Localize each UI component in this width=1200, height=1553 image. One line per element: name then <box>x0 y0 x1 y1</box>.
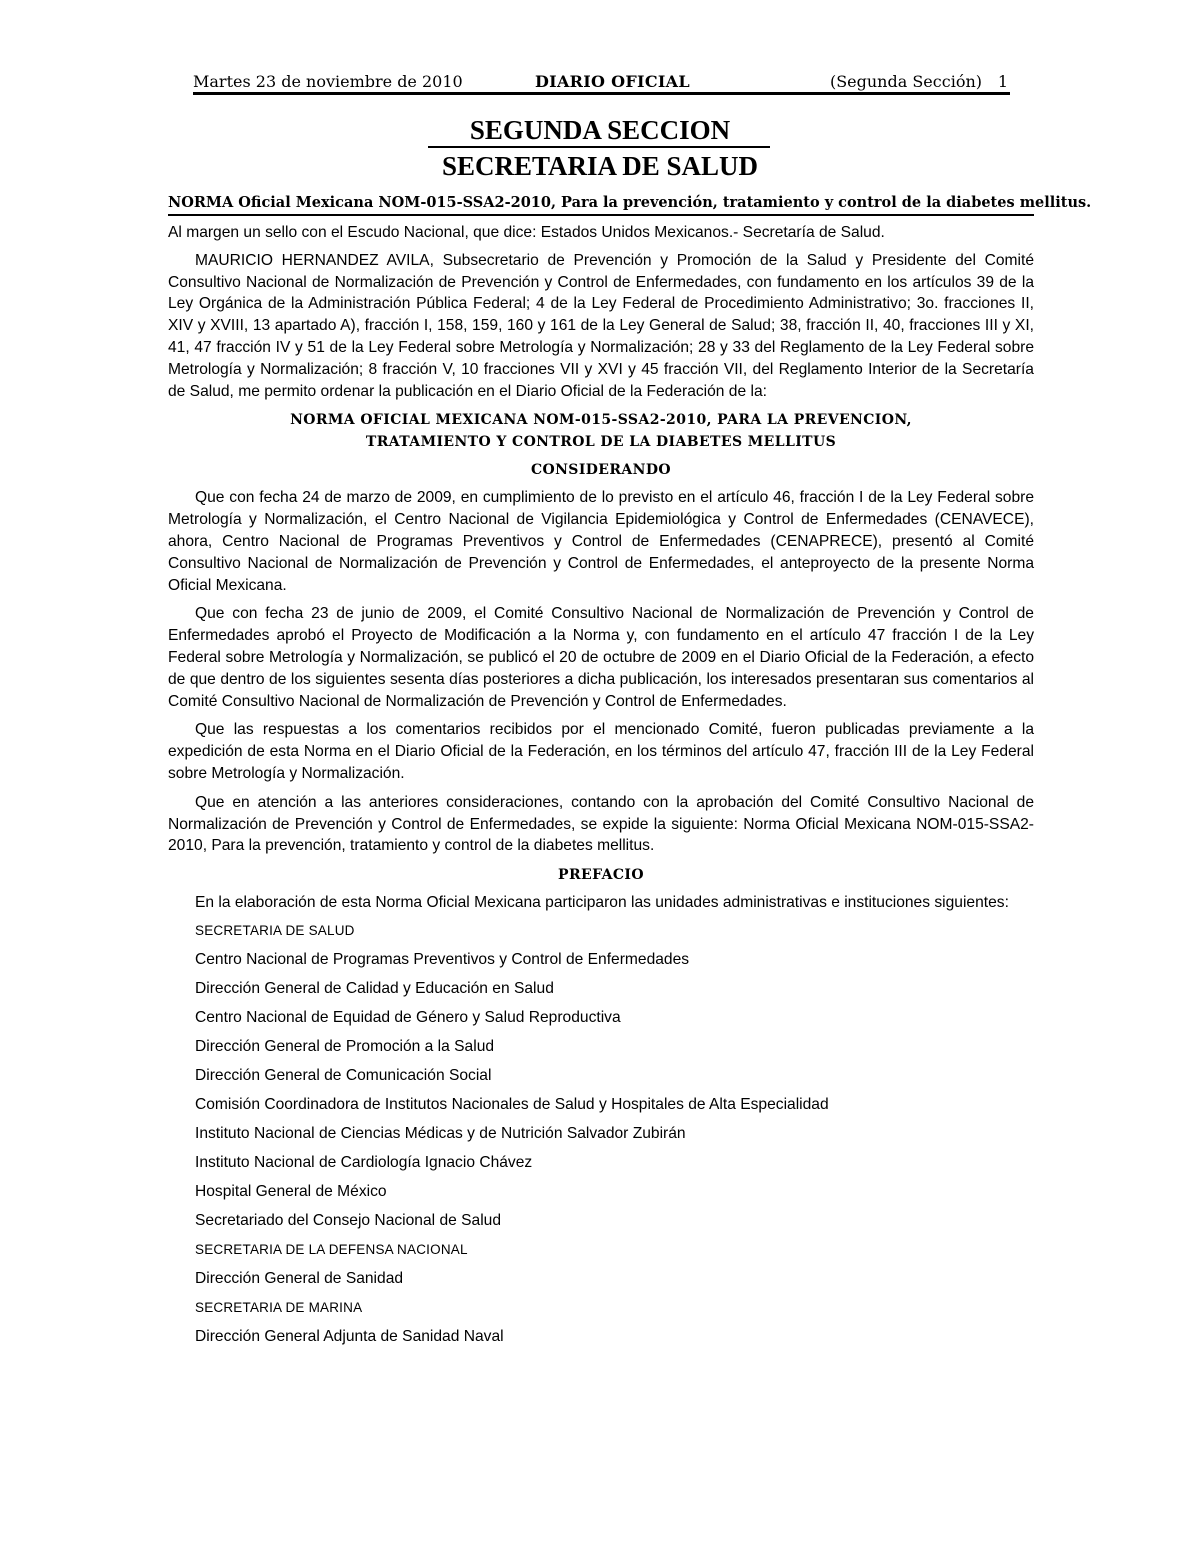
prefacio-intro: En la elaboración de esta Norma Oficial Mexicana participaron las unidades administrativas e instituciones siguientes: <box>195 894 1009 912</box>
considerando-paragraph: Que las respuestas a los comentarios recibidos por el mencionado Comité, fueron publicadas previamente a la expedición de esta Norma en el Diario Oficial de la Federación, en los términos del artículo 47, fracción III de la Ley Federal sobre Metrología y Normalización. <box>168 721 1034 782</box>
considerando-paragraph: Que en atención a las anteriores consideraciones, contando con la aprobación del Comité Consultivo Nacional de Normalización de Prevención y Control de Enfermedades, se expide la siguiente: Norma Oficial Mexicana NOM-015-SSA2-2010, Para la prevención, tratamiento y control de la diabetes mellitus. <box>168 793 1034 855</box>
list-item: Dirección General Adjunta de Sanidad Naval <box>195 1327 504 1345</box>
considerando-heading: CONSIDERANDO <box>530 462 672 479</box>
section-title: SEGUNDA SECCION <box>469 115 731 145</box>
list-item-agency: SECRETARIA DE LA DEFENSA NACIONAL <box>195 1241 468 1257</box>
list-item: Secretariado del Consejo Nacional de Salud <box>195 1211 502 1229</box>
considerando-paragraph: Que con fecha 24 de marzo de 2009, en cumplimiento de lo previsto en el artículo 46, fracción I de la Ley Federal sobre Metrología y Normalización, el Centro Nacional de Vigilancia Epidemiológica y Control de Enfermedades (CENAVECE), ahora, Centro Nacional de Programas Preventivos y Control de Enfermedades (CENAPRECE), presentó al Comité Consultivo Nacional de Normalización de Prevención y Control de Enfermedades, el anteproyecto de la presente Norma Oficial Mexicana. <box>168 489 1034 594</box>
title-rule <box>428 146 770 148</box>
document-body <box>168 222 1034 1351</box>
header-page-number: 1 <box>997 72 1008 91</box>
header-section: (Segunda Sección) <box>829 72 982 91</box>
header-date: Martes 23 de noviembre de 2010 <box>193 72 463 91</box>
norm-heading-rule <box>168 214 1034 216</box>
norm-heading: NORMA Oficial Mexicana NOM-015-SSA2-2010, Para la prevención, tratamiento y control de la diabetes mellitus. <box>168 194 1092 211</box>
prefacio-heading: PREFACIO <box>558 867 644 884</box>
list-item: Comisión Coordinadora de Institutos Nacionales de Salud y Hospitales de Alta Especialidad <box>195 1095 829 1113</box>
list-item: Centro Nacional de Equidad de Género y Salud Reproductiva <box>195 1008 621 1026</box>
list-item: Dirección General de Promoción a la Salud <box>195 1037 495 1055</box>
secretariat-title: SECRETARIA DE SALUD <box>441 151 759 181</box>
list-item: Dirección General de Calidad y Educación en Salud <box>195 979 554 997</box>
header-rule <box>193 92 1010 95</box>
seal-paragraph: Al margen un sello con el Escudo Nacional, que dice: Estados Unidos Mexicanos.- Secretaría de Salud. <box>168 224 885 241</box>
list-item: Hospital General de México <box>195 1182 387 1200</box>
running-header <box>193 70 1010 94</box>
list-item-agency: SECRETARIA DE MARINA <box>195 1299 363 1315</box>
list-item: Instituto Nacional de Cardiología Ignacio Chávez <box>195 1153 533 1171</box>
list-item: Dirección General de Sanidad <box>195 1269 404 1287</box>
list-item: Centro Nacional de Programas Preventivos y Control de Enfermedades <box>195 950 690 968</box>
header-paper-name: DIARIO OFICIAL <box>535 72 690 91</box>
considerando-paragraph: Que con fecha 23 de junio de 2009, el Comité Consultivo Nacional de Normalización de Prevención y Control de Enfermedades aprobó el Proyecto de Modificación a la Norma y, con fundamento en el artículo 47 fracción I de la Ley Federal sobre Metrología y Normalización, se publicó el 20 de octubre de 2009 en el Diario Oficial de la Federación, a efecto de que dentro de los siguientes sesenta días posteriores a dicha publicación, los interesados presentaran sus comentarios al Comité Consultivo Nacional de Normalización de Prevención y Control de Enfermedades. <box>168 605 1034 710</box>
list-item-agency: SECRETARIA DE SALUD <box>195 922 355 938</box>
norm-title-line-2: TRATAMIENTO Y CONTROL DE LA DIABETES MELLITUS <box>365 434 837 451</box>
list-item: Instituto Nacional de Ciencias Médicas y de Nutrición Salvador Zubirán <box>195 1124 686 1142</box>
preamble-paragraph: MAURICIO HERNANDEZ AVILA, Subsecretario de Prevención y Promoción de la Salud y Presidente del Comité Consultivo Nacional de Normalización de Prevención y Control de Enfermedades, con fundamento en los artículos 39 de la Ley Orgánica de la Administración Pública Federal; 4 de la Ley Federal de Procedimiento Administrativo; 3o. fracciones II, XIV y XVIII, 13 apartado A), fracción I, 158, 159, 160 y 161 de la Ley General de Salud; 38, fracción II, 40, fracciones III y XI, 41, 47 fracción IV y 51 de la Ley Federal sobre Metrología y Normalización; 28 y 33 del Reglamento de la Ley Federal sobre Metrología y Normalización; 8 fracción V, 10 fracciones VII y XVI y 45 fracción VII, del Reglamento Interior de la Secretaría de Salud, me permito ordenar la publicación en el Diario Oficial de la Federación de la: <box>168 251 1034 400</box>
norm-title-line-1: NORMA OFICIAL MEXICANA NOM-015-SSA2-2010, PARA LA PREVENCION, <box>290 412 912 429</box>
list-item: Dirección General de Comunicación Social <box>195 1066 492 1084</box>
norm-title <box>168 409 1034 453</box>
participants-list <box>168 916 1034 1351</box>
